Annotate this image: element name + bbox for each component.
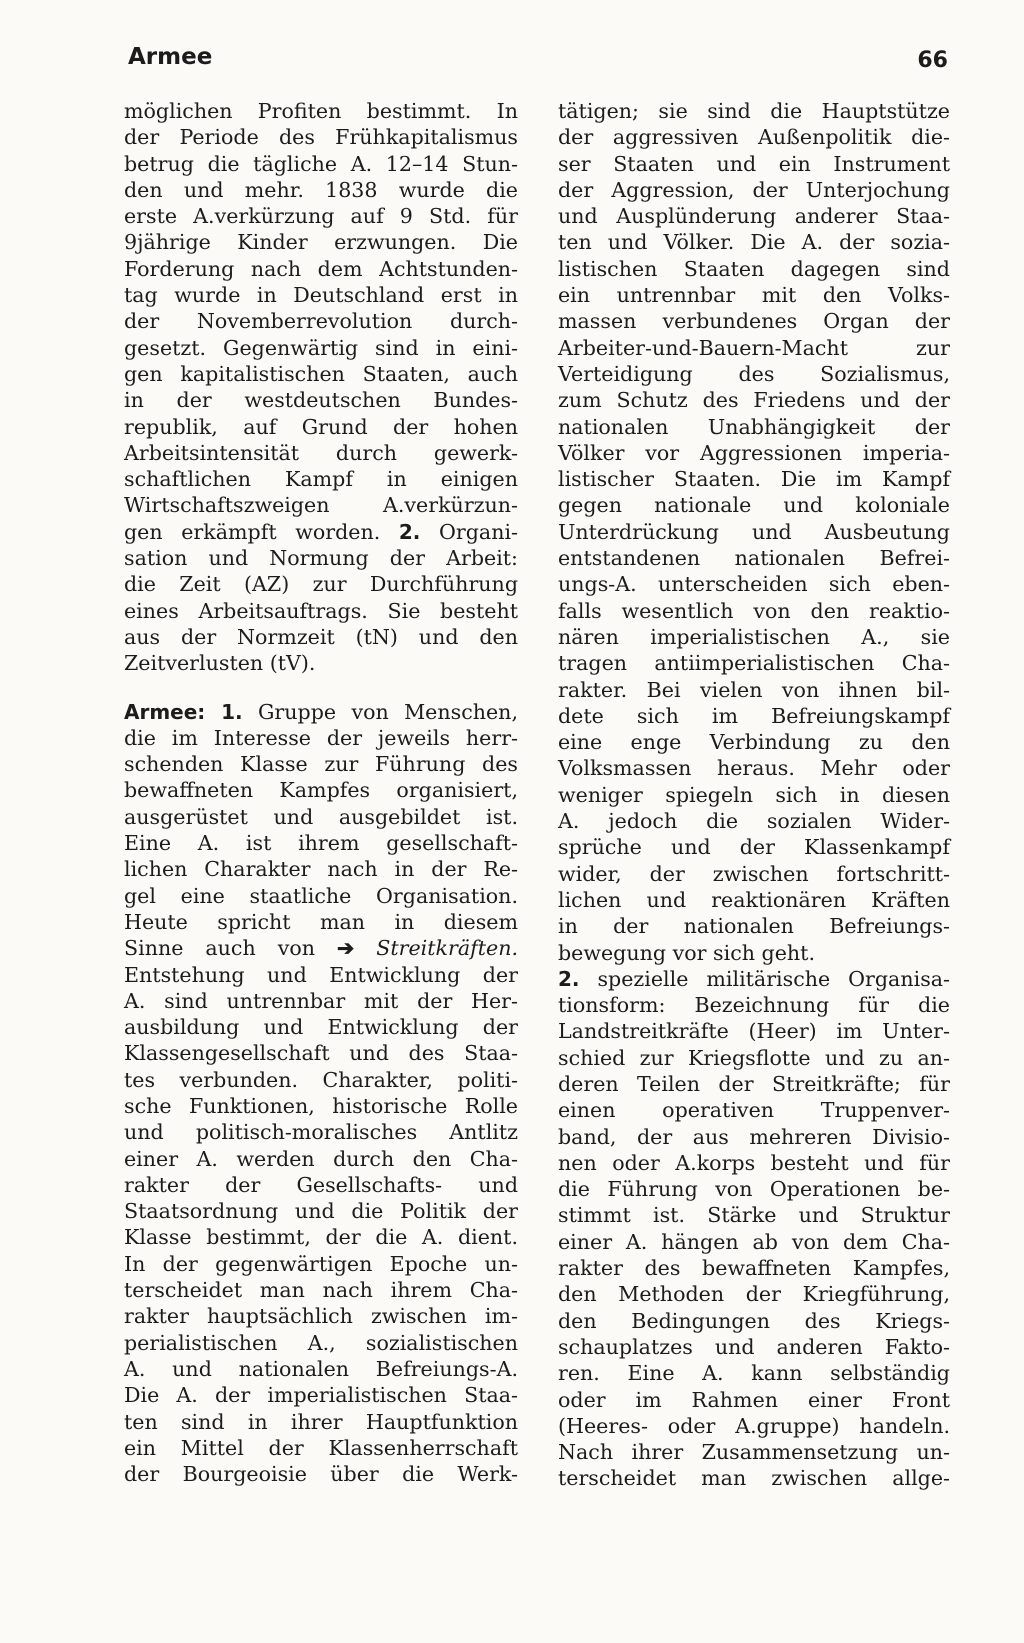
text-line: möglichen Profiten bestimmt. In: [124, 99, 518, 123]
text-line: die im Interesse der jeweils herr-: [124, 725, 518, 750]
text-line: lichen und reaktionären Kräften: [558, 887, 950, 912]
text-line: der Aggression, der Unterjochung: [558, 177, 950, 202]
text-line: ser Staaten und ein Instrument: [558, 151, 950, 176]
entry-armee: [124, 699, 518, 1488]
sense-number: 2.: [398, 519, 421, 544]
text-line: sprüche und der Klassenkampf: [558, 835, 950, 860]
text-line: schaftlichen Kampf in einigen: [124, 467, 518, 492]
text-line: rakter hauptsächlich zwischen im-: [124, 1304, 518, 1329]
text-line: deren Teilen der Streitkräfte; für: [558, 1071, 950, 1096]
text-line: lichen Charakter nach in der Re-: [124, 857, 518, 882]
text-line: der Bourgeoisie über die Werk-: [124, 1462, 518, 1487]
text-line: republik, auf Grund der hohen: [124, 414, 518, 439]
text-line: In der gegenwärtigen Epoche un-: [124, 1251, 518, 1276]
text-line: nen oder A.korps besteht und für: [558, 1150, 950, 1175]
text-line: schenden Klasse zur Führung des: [124, 752, 518, 777]
cross-reference-link[interactable]: Streitkräften.: [354, 936, 518, 961]
paragraph-sense-2: [558, 966, 950, 1492]
text-segment: Organi-: [420, 519, 519, 544]
header-title: Armee: [128, 44, 213, 70]
text-line: Wirtschaftszweigen A.verkürzun-: [124, 493, 518, 518]
text-line: eines Arbeitsauftrags. Sie besteht: [124, 598, 518, 623]
text-line: der aggressiven Außenpolitik die-: [558, 125, 950, 150]
text-line: gel eine staatliche Organisation.: [124, 883, 518, 908]
text-line: ungs-A. unterscheiden sich eben-: [558, 572, 950, 597]
sense-number: 2.: [558, 966, 580, 991]
text-line: einer A. werden durch den Cha-: [124, 1146, 518, 1171]
text-line: nären imperialistischen A., sie: [558, 624, 950, 649]
text-line: tätigen; sie sind die Hauptstütze: [558, 99, 950, 123]
text-line: tag wurde in Deutschland erst in: [124, 283, 518, 308]
paragraph-gap: [124, 677, 518, 699]
text-line: rakter der Gesellschafts- und: [124, 1172, 518, 1197]
text-line: tionsform: Bezeichnung für die: [558, 993, 950, 1018]
text-line: gegen nationale und koloniale: [558, 493, 950, 518]
text-line: bewaffneten Kampfes organisiert,: [124, 778, 518, 803]
text-line: falls wesentlich von den reaktio-: [558, 598, 950, 623]
text-line: der Periode des Frühkapitalismus: [124, 125, 518, 150]
text-line: die Führung von Operationen be-: [558, 1177, 950, 1202]
entry-headword: Armee: 1.: [124, 699, 243, 724]
text-line: gen kapitalistischen Staaten, auch: [124, 361, 518, 386]
text-line: schied zur Kriegsflotte und zu an-: [558, 1045, 950, 1070]
text-line: erste A.verkürzung auf 9 Std. für: [124, 204, 518, 229]
text-line: nationalen Unabhängigkeit der: [558, 414, 950, 439]
text-line: einen operativen Truppenver-: [558, 1098, 950, 1123]
text-line: gesetzt. Gegenwärtig sind in eini-: [124, 335, 518, 360]
text-line: Nach ihrer Zusammensetzung un-: [558, 1440, 950, 1465]
text-line: und Ausplünderung anderer Staa-: [558, 204, 950, 229]
text-line: Forderung nach dem Achtstunden-: [124, 256, 518, 281]
text-line: ein Mittel der Klassenherrschaft: [124, 1435, 518, 1460]
text-line: Völker vor Aggressionen imperia-: [558, 440, 950, 465]
text-line: A. sind untrennbar mit der Her-: [124, 988, 518, 1013]
text-line: stimmt ist. Stärke und Struktur: [558, 1203, 950, 1228]
text-line: den Methoden der Kriegführung,: [558, 1282, 950, 1307]
text-line: und politisch-moralisches Antlitz: [124, 1120, 518, 1145]
text-segment: spezielle militärische Organisa-: [579, 966, 950, 991]
text-line: den Bedingungen des Kriegs-: [558, 1308, 950, 1333]
text-line: den und mehr. 1838 wurde die: [124, 177, 518, 202]
text-line: [124, 519, 518, 545]
text-line: sche Funktionen, historische Rolle: [124, 1093, 518, 1118]
text-line: Landstreitkräfte (Heer) im Unter-: [558, 1019, 950, 1044]
text-line: Klasse bestimmt, der die A. dient.: [124, 1225, 518, 1250]
text-line: tes verbunden. Charakter, politi-: [124, 1067, 518, 1092]
text-segment: Sinne auch von: [124, 936, 337, 961]
text-line: terscheidet man nach ihrem Cha-: [124, 1278, 518, 1303]
text-line: perialistischen A., sozialistischen: [124, 1330, 518, 1355]
text-line: Die A. der imperialistischen Staa-: [124, 1383, 518, 1408]
text-line: 9jährige Kinder erzwungen. Die: [124, 230, 518, 255]
text-line: rakter. Bei vielen von ihnen bil-: [558, 677, 950, 702]
paragraph-armee-continued: [558, 98, 950, 966]
text-line: tragen antiimperialistischen Cha-: [558, 651, 950, 676]
text-line: in der nationalen Befreiungs-: [558, 914, 950, 939]
text-line: einer A. hängen ab von dem Cha-: [558, 1229, 950, 1254]
text-line: listischer Staaten. Die im Kampf: [558, 467, 950, 492]
text-line: sation und Normung der Arbeit:: [124, 546, 518, 571]
text-line: ten sind in ihrer Hauptfunktion: [124, 1409, 518, 1434]
text-line: ten und Völker. Die A. der sozia-: [558, 230, 950, 255]
paragraph-arbeitszeit: [124, 98, 518, 677]
text-line: dete sich im Befreiungskampf: [558, 703, 950, 728]
text-line: der Novemberrevolution durch-: [124, 309, 518, 334]
text-line: massen verbundenes Organ der: [558, 309, 950, 334]
text-line: zum Schutz des Friedens und der: [558, 388, 950, 413]
text-line: A. jedoch die sozialen Wider-: [558, 809, 950, 834]
right-column: [558, 98, 950, 1492]
text-line: [124, 699, 518, 725]
text-line: Eine A. ist ihrem gesellschaft-: [124, 831, 518, 856]
arrow-icon: ➔: [336, 936, 355, 961]
text-line: Staatsordnung und die Politik der: [124, 1199, 518, 1224]
text-line: terscheidet man zwischen allge-: [558, 1466, 950, 1491]
text-line: [558, 966, 950, 992]
text-line: band, der aus mehreren Divisio-: [558, 1124, 950, 1149]
text-line: Verteidigung des Sozialismus,: [558, 361, 950, 386]
text-line: Unterdrückung und Ausbeutung: [558, 519, 950, 544]
text-line: ausbildung und Entwicklung der: [124, 1015, 518, 1040]
text-line: ausgerüstet und ausgebildet ist.: [124, 804, 518, 829]
left-column: [124, 98, 518, 1487]
text-line: aus der Normzeit (tN) und den: [124, 624, 518, 649]
text-line: (Heeres- oder A.gruppe) handeln.: [558, 1413, 950, 1438]
text-line: Heute spricht man in diesem: [124, 909, 518, 934]
text-line: Zeitverlusten (tV).: [124, 651, 316, 676]
text-line: in der westdeutschen Bundes-: [124, 388, 518, 413]
text-line: Arbeitsintensität durch gewerk-: [124, 440, 518, 465]
text-line: entstandenen nationalen Befrei-: [558, 546, 950, 571]
text-line: weniger spiegeln sich in diesen: [558, 782, 950, 807]
text-line: listischen Staaten dagegen sind: [558, 256, 950, 281]
text-line: eine enge Verbindung zu den: [558, 730, 950, 755]
text-line: [124, 935, 518, 961]
text-segment: gen erkämpft worden.: [124, 519, 399, 544]
text-line: Volksmassen heraus. Mehr oder: [558, 756, 950, 781]
text-segment: Gruppe von Menschen,: [242, 699, 518, 724]
text-line: bewegung vor sich geht.: [558, 940, 815, 965]
text-line: betrug die tägliche A. 12–14 Stun-: [124, 151, 518, 176]
text-line: ren. Eine A. kann selbständig: [558, 1361, 950, 1386]
text-line: oder im Rahmen einer Front: [558, 1387, 950, 1412]
text-line: Klassengesellschaft und des Staa-: [124, 1041, 518, 1066]
text-line: wider, der zwischen fortschritt-: [558, 861, 950, 886]
text-line: rakter des bewaffneten Kampfes,: [558, 1256, 950, 1281]
text-line: schauplatzes und anderen Fakto-: [558, 1334, 950, 1359]
page-number: 66: [917, 48, 948, 73]
text-line: A. und nationalen Befreiungs-A.: [124, 1356, 518, 1381]
text-line: ein untrennbar mit den Volks-: [558, 283, 950, 308]
text-line: die Zeit (AZ) zur Durchführung: [124, 572, 518, 597]
text-line: Entstehung und Entwicklung der: [124, 962, 518, 987]
text-line: Arbeiter-und-Bauern-Macht zur: [558, 335, 950, 360]
